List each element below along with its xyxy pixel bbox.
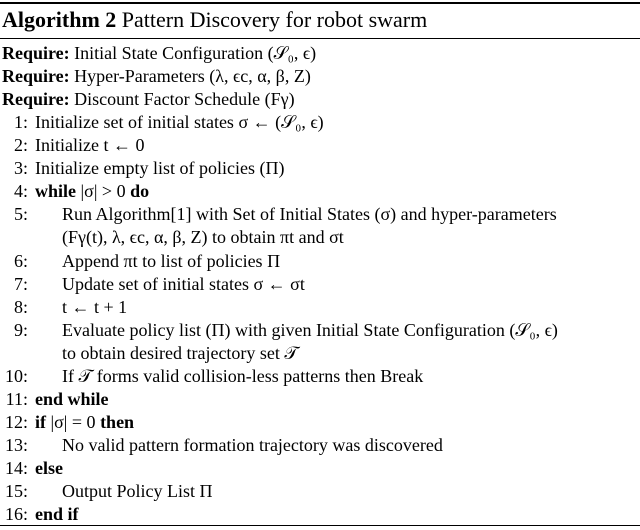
line-number: 15: (4, 481, 28, 501)
do-keyword: do (130, 181, 150, 201)
end-while-keyword: end while (35, 389, 109, 409)
line-number: 16: (4, 504, 28, 524)
step-text: Run Algorithm[1] with Set of Initial States (σ) and hyper-parameters (62, 204, 557, 224)
line-number: 5: (13, 204, 28, 224)
line-number: 13: (4, 435, 28, 455)
step-text: Evaluate policy list (Π) with given Initial State Configuration (𝒮₀, ϵ) (62, 320, 558, 340)
end-if-keyword: end if (35, 504, 79, 524)
step-if (35, 411, 134, 433)
step-text: Initialize t ← 0 (35, 135, 145, 155)
top-rule (0, 2, 640, 4)
step-while (35, 180, 149, 202)
line-number: 9: (13, 320, 28, 340)
then-keyword: then (100, 412, 135, 432)
step-text: Output Policy List Π (62, 481, 213, 501)
while-condition: |σ| > 0 (80, 181, 126, 201)
step-text-continuation: (Fγ(t), λ, ϵc, α, β, Z) to obtain πt and σt (62, 227, 344, 247)
step-text: Append πt to list of policies Π (62, 251, 281, 271)
require-text: Discount Factor Schedule (Fγ) (74, 89, 295, 109)
step-text: If 𝒯 forms valid collision-less patterns then Break (62, 366, 424, 386)
require-line-2 (2, 65, 311, 87)
require-line-1 (2, 42, 316, 64)
require-keyword: Require: (2, 66, 70, 86)
line-number: 7: (13, 274, 28, 294)
require-text: Initial State Configuration (𝒮₀, ϵ) (74, 43, 317, 63)
while-keyword: while (35, 181, 77, 201)
step-text: Initialize set of initial states σ ← (𝒮₀, ϵ) (35, 112, 324, 132)
bottom-rule (0, 525, 640, 526)
require-keyword: Require: (2, 89, 70, 109)
require-text: Hyper-Parameters (λ, ϵc, α, β, Z) (74, 66, 311, 86)
line-number: 8: (13, 297, 28, 317)
line-number: 11: (5, 389, 28, 409)
step-text: Update set of initial states σ ← σt (62, 274, 305, 294)
line-number: 12: (4, 412, 28, 432)
step-text: Initialize empty list of policies (Π) (35, 158, 285, 178)
require-line-3 (2, 88, 295, 110)
else-keyword: else (35, 458, 63, 478)
require-keyword: Require: (2, 43, 70, 63)
caption-label: Algorithm 2 (2, 7, 117, 32)
caption-title: Pattern Discovery for robot swarm (121, 7, 428, 32)
if-condition: |σ| = 0 (50, 412, 96, 432)
line-number: 10: (4, 366, 28, 386)
line-number: 4: (13, 181, 28, 201)
line-number: 14: (4, 458, 28, 478)
line-number: 6: (13, 251, 28, 271)
algorithm-caption (2, 5, 427, 35)
step-text: No valid pattern formation trajectory was discovered (62, 435, 443, 455)
caption-rule (0, 38, 640, 39)
if-keyword: if (35, 412, 46, 432)
line-number: 2: (13, 135, 28, 155)
line-number: 3: (13, 158, 28, 178)
step-text: t ← t + 1 (62, 297, 128, 317)
line-number: 1: (13, 112, 28, 132)
step-text-continuation: to obtain desired trajectory set 𝒯 (62, 343, 299, 363)
